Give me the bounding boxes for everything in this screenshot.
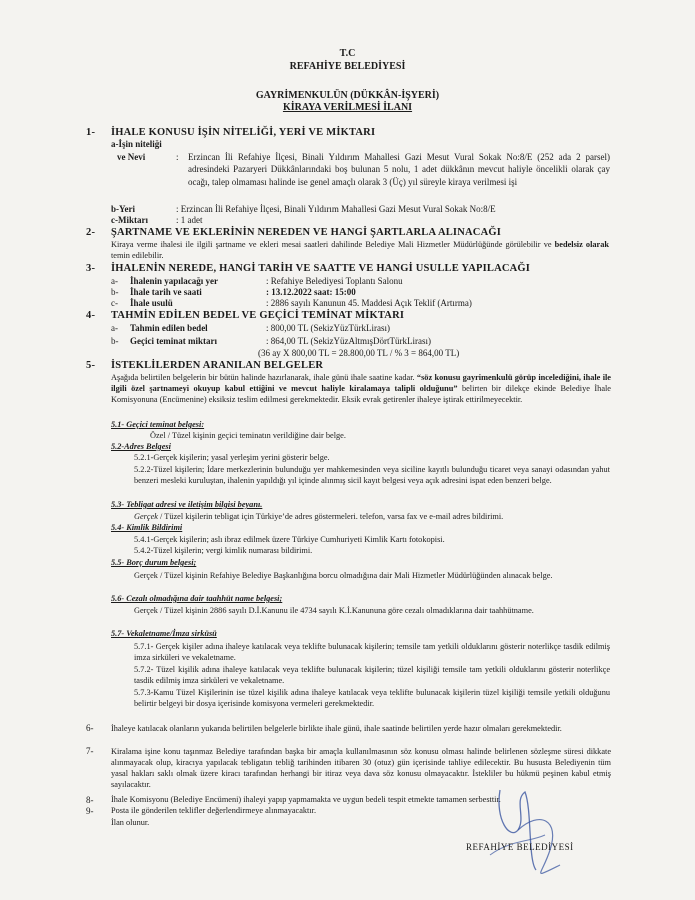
s1-a-colon: : xyxy=(176,152,179,162)
header-municipality: REFAHİYE BELEDİYESİ xyxy=(289,61,406,72)
s5-heading: İSTEKLİLERDEN ARANILAN BELGELER xyxy=(111,360,324,371)
s6-num: 6- xyxy=(86,723,94,733)
s5-7-heading: 5.7- Vekaletname/İmza sirküsü xyxy=(111,629,217,638)
s3-row-a-label: İhalenin yapılacağı yer xyxy=(130,276,219,286)
s5-intro: Aşağıda belirtilen belgelerin bir bütün halinde hazırlanarak, ihale günü ihale saatine kadar. “söz konusu gayrimenkulü görüp incelediğini, ihale ile ilgili özel şartnameyi okuyup kabul ettiğini ve mevcut haliyle kiralamaya talipli olduğunu” belirten bir dilekçe ekinde Belediye İhale Komisyonuna (Encümenine) eksiksiz teslim edilmesi gerekmektedir. Eksik evrak getirenler ihaleye iştirak ettirilmeyecektir. xyxy=(111,373,611,404)
s3-row-c-key: c- xyxy=(111,298,118,308)
s5-1-heading: 5.1- Geçici teminat belgesi: xyxy=(111,420,205,429)
s4-row-b-label: Geçici teminat miktarı xyxy=(130,336,217,346)
s5-7-2-text: 5.7.2- Tüzel kişilik adına ihaleye katılacak veya teklifte bulunacak kişilerin; tüzel kişiliği temsile tam yetkili olduklarını gösterir noterlikçe tasdik edilmiş imza sirküleri ve vekaletname. xyxy=(134,665,610,685)
s8-num: 8- xyxy=(86,795,94,805)
s9-closing: İlan olunur. xyxy=(111,818,150,827)
s5-3-text: Gerçek / Tüzel kişilerin tebligat için Türkiye’de adres göstermeleri. telefon, varsa fax ve e-mail adres bildirimi. xyxy=(134,512,504,521)
s3-row-b-label: İhale tarih ve saati xyxy=(130,287,202,297)
s5-7-3-text: 5.7.3-Kamu Tüzel Kişilerinin ise tüzel kişilik adına ihaleye katılacak veya teklifte bulunacak kişilerin tüzel kişiliği temsile yetkili olduğunu belirtir belgeyi bir dosya içerisinde komisyona vermeleri gerekmektedir. xyxy=(134,688,610,708)
s1-c-label: c-Miktarı xyxy=(111,215,148,225)
s7-text: Kiralama işine konu taşınmaz Belediye tarafından başka bir amaçla kullanılmasının söz konusu olması halinde belirlenen sözleşme süresi dikkate alınmayacak olup, kiracıya yapılacak tebligatın tebliğ tarihinden itibaren 30 (otuz) gün içerisinde tahliye edilecektir. Bu hususta Belediyenin tüm yasal hakları saklı olmak üzere kiracı tarafından herhangi bir itiraz veya dava söz konusu olmayacaktır. İstekliler bu hükmü peşinen kabul etmiş sayılacaktır. xyxy=(111,747,611,789)
s9-text: Posta ile gönderilen teklifler değerlendirmeye alınmayacaktır. xyxy=(111,806,317,815)
s1-c-text: : 1 adet xyxy=(176,215,203,225)
s3-num: 3- xyxy=(86,263,96,274)
s5-4-heading: 5.4- Kimlik Bildirimi xyxy=(111,523,183,532)
s5-5-text: Gerçek / Tüzel kişinin Refahiye Belediye Başkanlığına borcu olmadığına dair Mali Hizmetler Müdürlüğünden alınacak belge. xyxy=(134,571,553,580)
s3-row-a-key: a- xyxy=(111,276,118,286)
s5-5-heading: 5.5- Borç durum belgesi; xyxy=(111,558,197,567)
s5-4-1-text: 5.4.1-Gerçek kişilerin; aslı ibraz edilmek üzere Türkiye Cumhuriyeti Kimlik Kartı fotokopisi. xyxy=(134,535,445,544)
s5-2-1-text: 5.2.1-Gerçek kişilerin; yasal yerleşim yerini gösterir belge. xyxy=(134,453,330,462)
s9-num: 9- xyxy=(86,806,94,816)
s5-2-heading: 5.2-Adres Belgesi xyxy=(111,442,171,451)
s5-1-text: Özel / Tüzel kişinin geçici teminatın verildiğine dair belge. xyxy=(150,431,346,440)
s5-6-heading: 5.6- Cezalı olmadığına dair taahhüt name belgesi; xyxy=(111,594,283,603)
header-title-1: GAYRİMENKULÜN (DÜKKÂN-İŞYERİ) xyxy=(255,90,440,101)
s5-2-2-text: 5.2.2-Tüzel kişilerin; İdare merkezlerinin bulunduğu yer mahkemesinden veya siciline kayıtlı bulunduğu ticaret veya sanayi odasından yahut benzeri mesleki kuruluştan, ihalenin yapıldığı yıl içinde alınmış sicil kayıt belgesi veya açık adresini ispat eden benzeri belge. xyxy=(134,465,610,485)
s5-num: 5- xyxy=(86,360,96,371)
s3-row-a-value: : Refahiye Belediyesi Toplantı Salonu xyxy=(266,276,403,286)
s2-heading: ŞARTNAME VE EKLERİNİN NEREDEN VE HANGİ ŞARTLARLA ALINACAĞI xyxy=(111,227,502,238)
s3-row-c-value: : 2886 sayılı Kanunun 45. Maddesi Açık Teklif (Artırma) xyxy=(266,298,472,308)
s5-6-text: Gerçek / Tüzel kişinin 2886 sayılı D.İ.Kanunu ile 4734 sayılı K.İ.Kanununa göre cezalı olmadıklarına dair taahhütname. xyxy=(134,606,534,615)
s4-row-a-key: a- xyxy=(111,323,118,333)
s3-heading: İHALENİN NEREDE, HANGİ TARİH VE SAATTE VE HANGİ USULLE YAPILACAĞI xyxy=(111,263,531,274)
s4-calc: (36 ay X 800,00 TL = 28.800,00 TL / % 3 = 864,00 TL) xyxy=(258,348,460,358)
signature-area xyxy=(466,770,670,890)
s1-heading: İHALE KONUSU İŞİN NİTELİĞİ, YERİ VE MİKTARI xyxy=(111,127,376,138)
s4-row-a-label: Tahmin edilen bedel xyxy=(130,323,208,333)
s2-text: Kiraya verme ihalesi ile ilgili şartname ve ekleri mesai saatleri dahilinde Belediye Mali Hizmetler Müdürlüğünde görülebilir ve bedelsiz olarak temin edilebilir. xyxy=(111,240,609,260)
s4-heading: TAHMİN EDİLEN BEDEL VE GEÇİCİ TEMİNAT MİKTARI xyxy=(111,310,405,321)
s1-a-text: Erzincan İli Refahiye İlçesi, Binali Yıldırım Mahallesi Gazi Mesut Vural Sokak No:8/E (252 ada 2 parsel) adresindeki Pazaryeri Dükkânlarındaki boş bulunan 5 nolu, 1 adet dükkânın mevcut haliyle öncelikli olarak çay ocağı, talep olmaması halinde ise genel amaçlı olarak 3 (Üç) yıl süreyle kiraya verilmesi işi xyxy=(188,152,610,187)
s4-num: 4- xyxy=(86,310,96,321)
signature-name: REFAHİYE BELEDİYESİ xyxy=(466,842,574,852)
s1-a-label-1: a-İşin niteliği xyxy=(111,139,162,149)
s6-text: İhaleye katılacak olanların yukarıda belirtilen belgelerle birlikte ihale günü, ihale saatinde belirtilen yerde hazır olmaları gerekmektedir. xyxy=(111,724,562,733)
s1-b-text: : Erzincan İli Refahiye İlçesi, Binali Yıldırım Mahallesi Gazi Mesut Vural Sokak No:8/E xyxy=(176,204,496,214)
handwritten-signature xyxy=(470,770,670,890)
s3-row-b-key: b- xyxy=(111,287,119,297)
s5-7-1-text: 5.7.1- Gerçek kişiler adına ihaleye katılacak veya teklifte bulunacak kişilerin; temsile tam yetkili olduklarını gösterir noterlikçe tasdik edilmiş imza sirküleri ve vekaletname. xyxy=(134,642,610,662)
header-title-2: KİRAYA VERİLMESİ İLANI xyxy=(282,102,413,113)
s7-num: 7- xyxy=(86,746,94,756)
s1-b-label: b-Yeri xyxy=(111,204,135,214)
s4-row-b-value: : 864,00 TL (SekizYüzAltmışDörtTürkLirası) xyxy=(266,336,431,346)
s1-num: 1- xyxy=(86,127,96,138)
s4-row-b-key: b- xyxy=(111,336,119,346)
s2-num: 2- xyxy=(86,227,96,238)
s3-row-c-label: İhale usulü xyxy=(130,298,173,308)
s5-4-2-text: 5.4.2-Tüzel kişilerin; vergi kimlik numarası bildirimi. xyxy=(134,546,313,555)
s3-row-b-value: : 13.12.2022 saat: 15:00 xyxy=(266,287,356,297)
s1-a-label-2: ve Nevi xyxy=(117,152,146,162)
s4-row-a-value: : 800,00 TL (SekizYüzTürkLirası) xyxy=(266,323,390,333)
s8-text: İhale Komisyonu (Belediye Encümeni) ihaleyi yapıp yapmamakta ve uygun bedeli tespit etmekte tamamen serbesttir. xyxy=(111,795,501,804)
header-tc: T.C xyxy=(339,48,356,59)
s5-3-heading: 5.3- Tebligat adresi ve iletişim bilgisi beyanı. xyxy=(111,500,263,509)
